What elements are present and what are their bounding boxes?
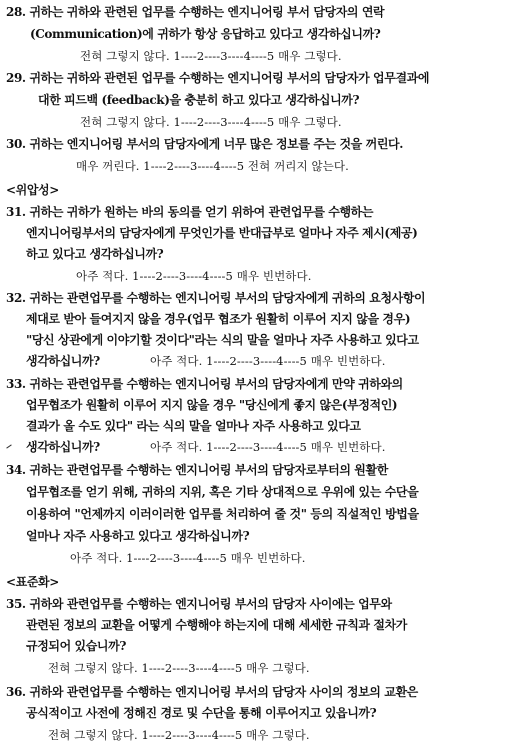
section-heading-coercion: <위압성> xyxy=(6,183,59,197)
question-32-line-2: 제대로 받아 들여지지 않을 경우(업무 협조가 원활히 이루어 지지 않을 경우) xyxy=(26,312,411,326)
question-34-line-1: 34. 귀하는 관련업무를 수행하는 엔지니어링 부서의 담당자로부터의 원활한 xyxy=(6,463,388,477)
question-35-line-2: 관련된 정보의 교환을 어떻게 수행해야 하는지에 대해 세세한 규칙과 절차가 xyxy=(26,618,407,632)
question-28-line-1: 28. 귀하는 귀하와 관련된 업무를 수행하는 엔지니어링 부서 담당자의 연락 xyxy=(6,5,385,19)
question-35-line-3: 규정되어 있습니까? xyxy=(26,639,126,653)
question-29-line-1: 29. 귀하는 귀하와 관련된 업무를 수행하는 엔지니어링 부서의 담당자가 업무결과에 xyxy=(6,71,430,85)
question-36-line-1: 36. 귀하와 관련업무를 수행하는 엔지니어링 부서의 담당자 사이의 정보의 교환은 xyxy=(6,685,418,699)
question-36-scale: 전혀 그렇지 않다. 1----2----3----4----5 매우 그렇다. xyxy=(48,728,310,742)
question-33-line-4: 생각하십니까? xyxy=(26,440,100,454)
scan-mark xyxy=(6,444,11,448)
question-29-line-2: 대한 피드백 (feedback)을 충분히 하고 있다고 생각하십니까? xyxy=(38,93,360,107)
question-33-line-2: 업무협조가 원활히 이루어 지지 않을 경우 "당신에게 좋지 않은(부정적인) xyxy=(26,398,398,412)
question-34-line-4: 얼마나 자주 사용하고 있다고 생각하십니까? xyxy=(26,529,250,543)
question-36-line-2: 공식적이고 사전에 정해진 경로 및 수단을 통해 이루어지고 있읍니까? xyxy=(26,706,377,720)
question-28-line-2: (Communication)에 귀하가 항상 응답하고 있다고 생각하십니까? xyxy=(30,27,381,41)
question-35-scale: 전혀 그렇지 않다. 1----2----3----4----5 매우 그렇다. xyxy=(48,661,310,675)
question-32-line-4: 생각하십니까? xyxy=(26,354,100,368)
section-heading-standardization: <표준화> xyxy=(6,575,59,589)
question-31-line-2: 엔지니어링부서의 담당자에게 무엇인가를 반대급부로 얼마나 자주 제시(제공) xyxy=(26,226,418,240)
question-32-line-1: 32. 귀하는 관련업무를 수행하는 엔지니어링 부서의 담당자에게 귀하의 요청사항이 xyxy=(6,291,426,305)
question-34-line-2: 업무협조를 얻기 위해, 귀하의 지위, 혹은 기타 상대적으로 우위에 있는 수단을 xyxy=(26,485,419,499)
question-33-scale: 아주 적다. 1----2----3----4----5 매우 빈번하다. xyxy=(150,440,386,454)
question-29-scale: 전혀 그렇지 않다. 1----2----3----4----5 매우 그렇다. xyxy=(80,115,342,129)
question-33-line-3: 결과가 올 수도 있다" 라는 식의 말을 얼마나 자주 사용하고 있다고 xyxy=(26,419,361,433)
question-30-scale: 매우 꺼린다. 1----2----3----4----5 전혀 꺼리지 않는다. xyxy=(76,159,349,173)
question-31-line-1: 31. 귀하는 귀하가 원하는 바의 동의를 얻기 위하여 관련업무를 수행하는 xyxy=(6,205,374,219)
question-35-line-1: 35. 귀하와 관련업무를 수행하는 엔지니어링 부서의 담당자 사이에는 업무와 xyxy=(6,597,392,611)
question-28-scale: 전혀 그렇지 않다. 1----2----3----4----5 매우 그렇다. xyxy=(80,49,342,63)
question-33-line-1: 33. 귀하는 관련업무를 수행하는 엔지니어링 부서의 담당자에게 만약 귀하와의 xyxy=(6,377,403,391)
question-31-line-3: 하고 있다고 생각하십니까? xyxy=(26,247,164,261)
question-34-line-3: 이용하여 "언제까지 이러이러한 업무를 처리하여 줄 것" 등의 직설적인 방법을 xyxy=(26,507,419,521)
question-32-line-3: "당신 상관에게 이야기할 것이다"라는 식의 말을 얼마나 자주 사용하고 있다고 xyxy=(26,333,419,347)
question-30-line-1: 30. 귀하는 엔지니어링 부서의 담당자에게 너무 많은 정보를 주는 것을 꺼린다. xyxy=(6,137,403,151)
question-34-scale: 아주 적다. 1----2----3----4----5 매우 빈번하다. xyxy=(70,551,306,565)
question-32-scale: 아주 적다. 1----2----3----4----5 매우 빈번하다. xyxy=(150,354,386,368)
question-31-scale: 아주 적다. 1----2----3----4----5 매우 빈번하다. xyxy=(76,269,312,283)
